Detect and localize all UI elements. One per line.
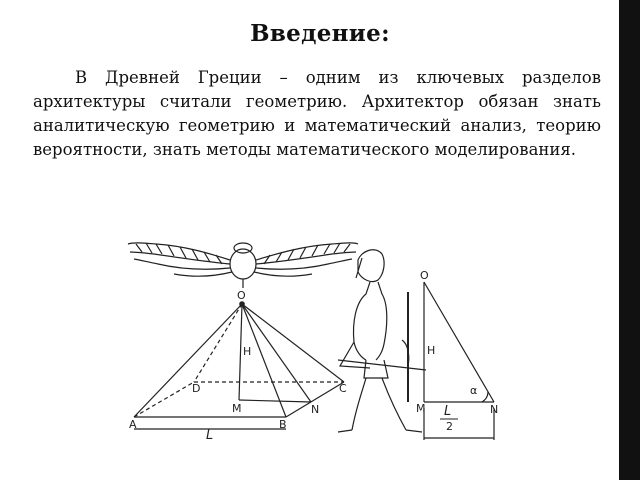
pyramid-label-h: H bbox=[243, 345, 252, 358]
slide-title: Введение: bbox=[250, 20, 390, 47]
winged-scarab-drawing bbox=[128, 243, 358, 288]
intro-paragraph: В Древней Греции – одним из ключевых разделов архитектуры считали геометрию. Архитектор обязан знать аналитическую геометрию и математический анализ, теорию вероятности, знать методы математического моделирования. bbox=[33, 68, 601, 159]
pyramid-label-o: O bbox=[237, 289, 246, 302]
pyramid-label-m: M bbox=[232, 402, 242, 415]
triangle-label-alpha: α bbox=[470, 384, 478, 397]
triangle-label-half-den: 2 bbox=[446, 420, 453, 433]
pyramid-label-d: D bbox=[192, 382, 201, 395]
right-triangle-drawing bbox=[424, 282, 494, 440]
pyramid-label-n: N bbox=[311, 403, 320, 416]
triangle-label-n: N bbox=[490, 403, 499, 416]
triangle-label-half-num: L bbox=[444, 404, 452, 419]
pyramid-label-base: L bbox=[206, 428, 214, 443]
pyramid-label-b: B bbox=[279, 418, 287, 431]
egyptian-figure-drawing bbox=[338, 250, 426, 432]
pyramid-label-a: A bbox=[129, 418, 137, 431]
triangle-label-m: M bbox=[416, 402, 426, 415]
triangle-label-o: O bbox=[420, 269, 429, 282]
pyramid-label-c: C bbox=[339, 382, 347, 395]
slide-edge-bar bbox=[619, 0, 640, 480]
egyptian-pyramid-illustration bbox=[126, 232, 502, 444]
triangle-label-h: H bbox=[427, 344, 436, 357]
